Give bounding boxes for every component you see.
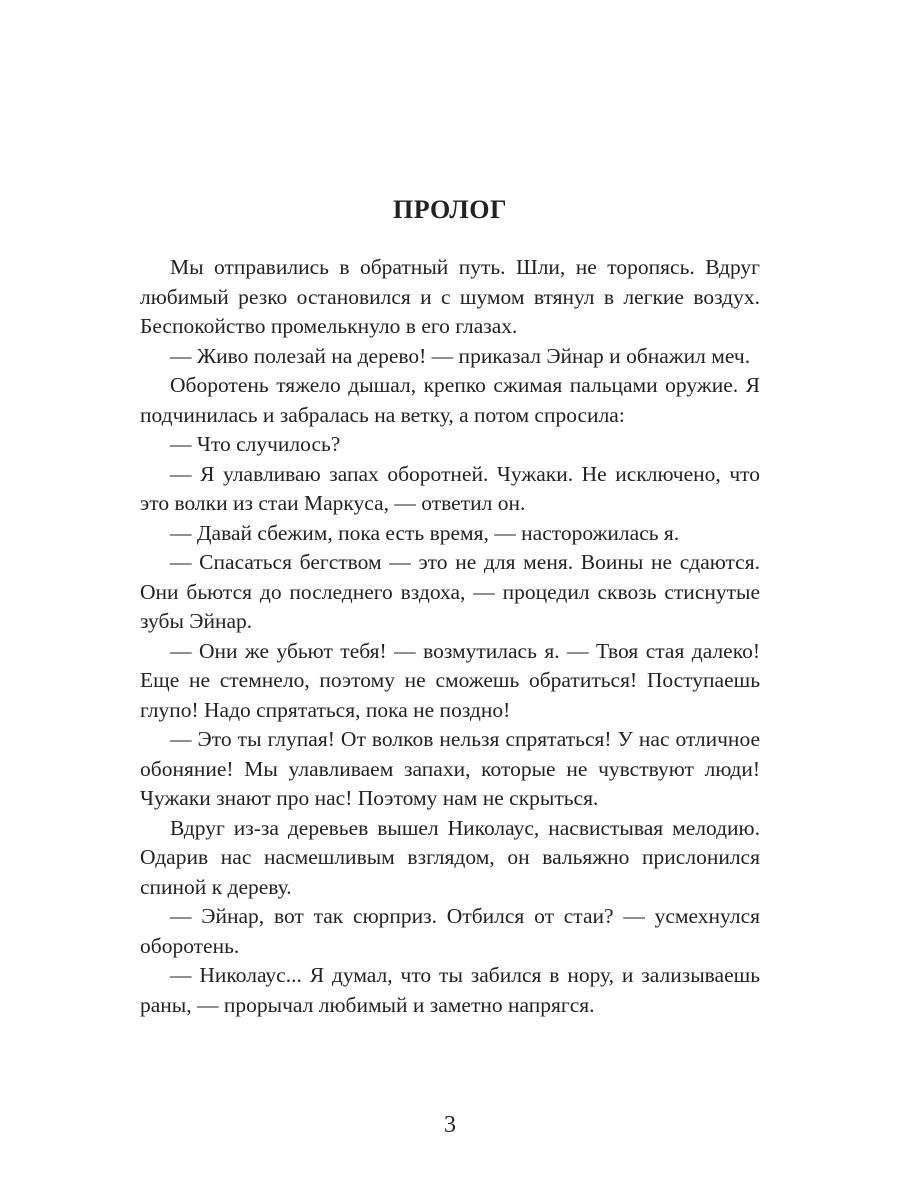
paragraph: — Эйнар, вот так сюрприз. Отбился от стаи? — усмехнулся оборотень. — [140, 904, 760, 958]
paragraph: Вдруг из-за деревьев вышел Николаус, насвистывая мелодию. Одарив нас насмешливым взглядом, он вальяжно прислонился спиной к дереву. — [140, 815, 760, 899]
paragraph: — Это ты глупая! От волков нельзя спрятаться! У нас отличное обоняние! Мы улавливаем запахи, которые не чувствуют люди! Чужаки знают про нас! Поэтому нам не скрыться. — [140, 727, 760, 810]
paragraph: — Они же убьют тебя! — возмутилась я. — Твоя стая далеко! Еще не стемнело, поэтому не сможешь обратиться! Поступаешь глупо! Надо спрятаться, пока не поздно! — [140, 638, 760, 722]
paragraph: — Давай сбежим, пока есть время, — насторожилась я. — [170, 520, 680, 545]
paragraph: — Я улавливаю запах оборотней. Чужаки. Не исключено, что это волки из стаи Маркуса, — ответил он. — [140, 461, 760, 515]
chapter-title: ПРОЛОГ — [392, 195, 508, 224]
paragraph: — Что случилось? — [170, 432, 341, 456]
paragraph: Оборотень тяжело дышал, крепко сжимая пальцами оружие. Я подчинилась и забралась на ветку, а потом спросила: — [140, 373, 760, 427]
page-number: 3 — [444, 1112, 456, 1138]
book-page — [140, 0, 760, 1200]
paragraph: — Спасаться бегством — это не для меня. Воины не сдаются. Они бьются до последнего вздоха, — процедил сквозь стиснутые зубы Эйнар. — [140, 550, 760, 633]
body-text — [140, 253, 760, 1020]
paragraph: — Николаус... Я думал, что ты забился в нору, и зализываешь раны, — прорычал любимый и заметно напрягся. — [140, 963, 760, 1017]
paragraph: Мы отправились в обратный путь. Шли, не торопясь. Вдруг любимый резко остановился и с шумом втянул в легкие воздух. Беспокойство промелькнуло в его глазах. — [140, 255, 760, 338]
paragraph: — Живо полезай на дерево! — приказал Эйнар и обнажил меч. — [170, 343, 751, 368]
